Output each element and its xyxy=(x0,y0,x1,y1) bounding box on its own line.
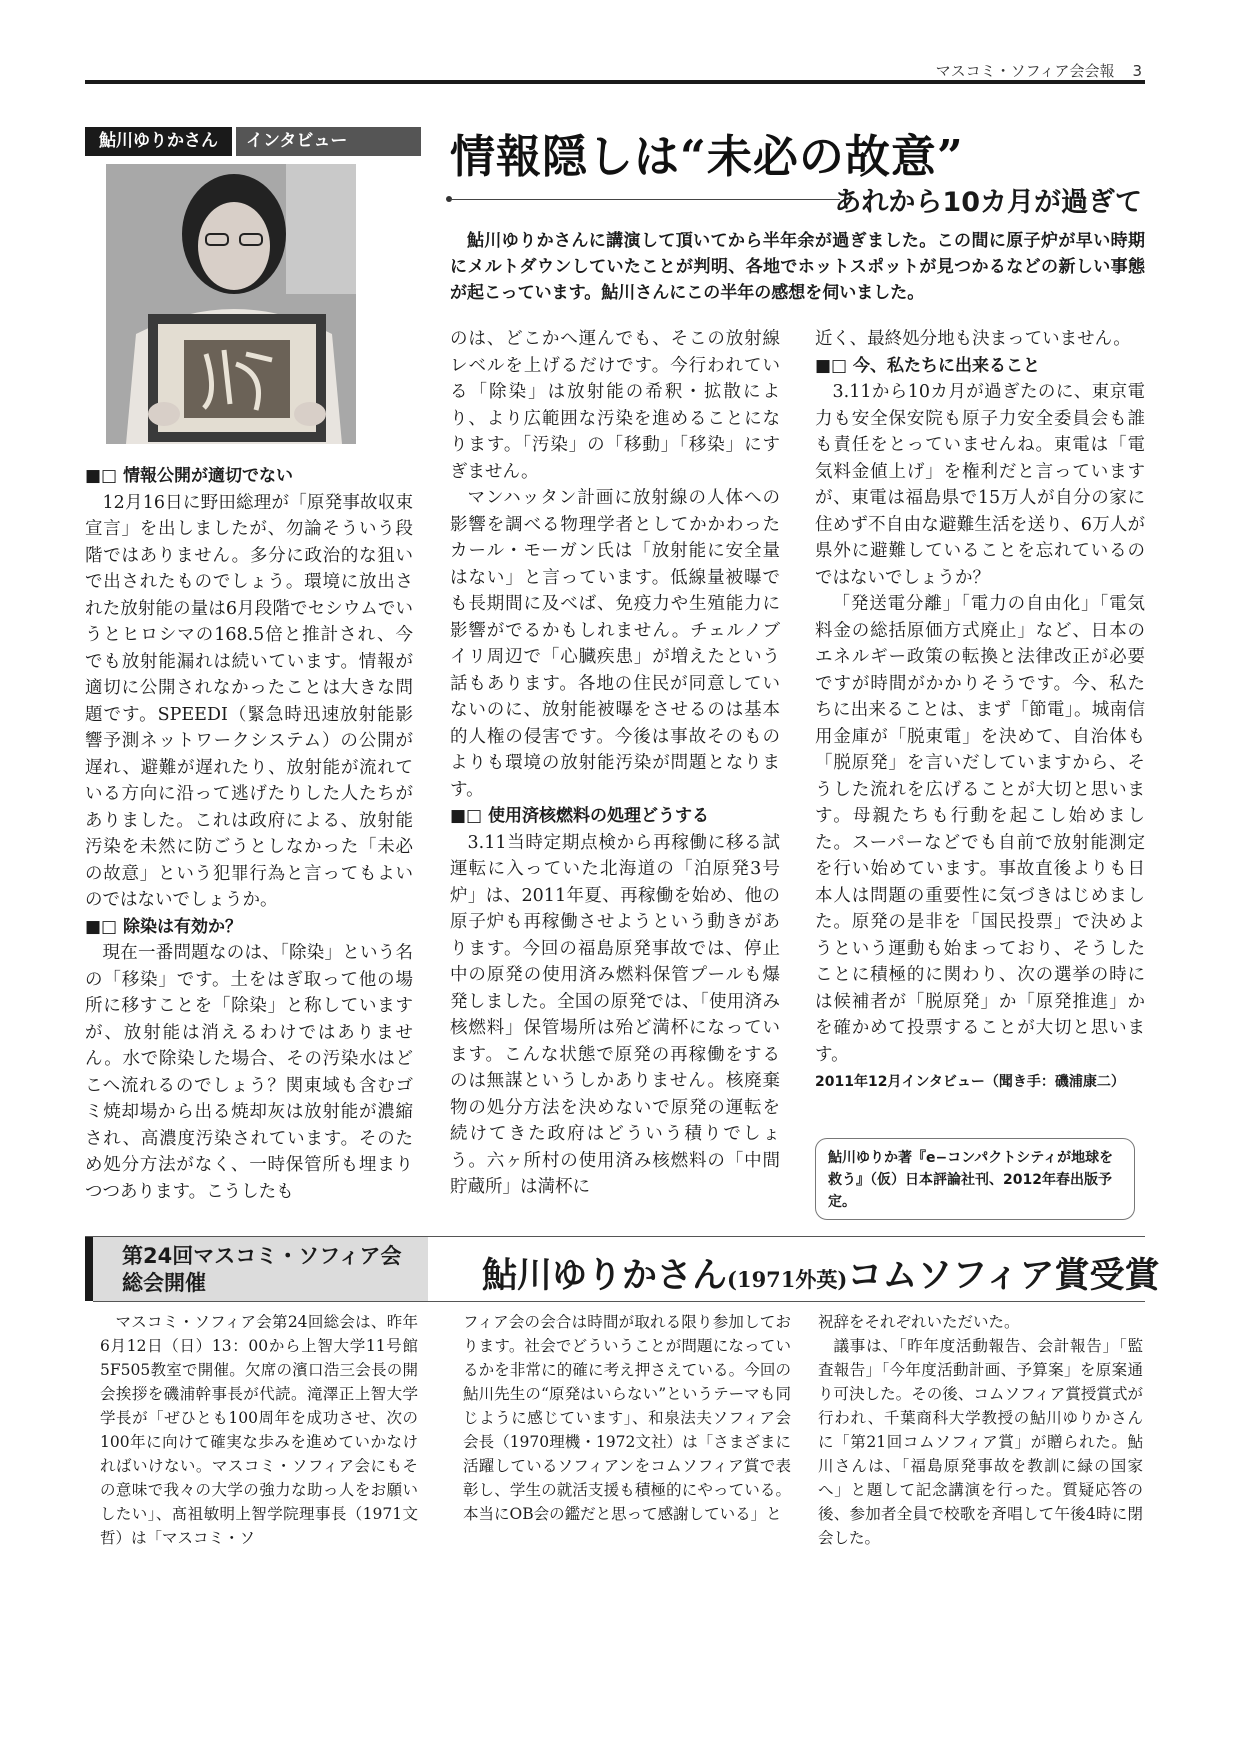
section-heading: ■□ 除染は有効か？ xyxy=(85,916,243,937)
publication-name: マスコミ・ソフィア会会報 xyxy=(935,62,1115,80)
paragraph: のは、どこかへ運んでも、そこの放射線レベルを上げるだけです。今行われている「除染」は放射能の希釈・拡散により、より広範囲な汚染を進めることになります。「汚染」の「移動」「移染」にすぎません。 xyxy=(450,329,780,482)
book-note: 鮎川ゆりか著『e−コンパクトシティが地球を救う』（仮）日本評論社刊、2012年春出版予定。 xyxy=(815,1138,1135,1220)
paragraph: 議事は、「昨年度活動報告、会計報告」「監査報告」「今年度活動計画、予算案」を原案通り可決した。その後、コムソフィア賞授賞式が行われ、千葉商科大学教授の鮎川ゆりかさんに「第21回コムソフィア賞」が贈られた。鮎川さんは、「福島原発事故を教訓に緑の国家へ」と題して記念講演を行った。質疑応答の後、参加者全員で校歌を斉唱して午後4時に閉会した。 xyxy=(818,1337,1143,1547)
paragraph: フィア会の会合は時間が取れる限り参加しております。社会でどういうことが問題になっているかを非常に的確に考え押さえている。今回の鮎川先生の“原発はいらない”というテーマも同じように感じています」、和泉法夫ソフィア会会長（1970理機・1972文社）は「さまざまに活躍しているソフィアンをコムソフィア賞で表彰し、学生の就活支援も積極的にやっている。本当にOB会の鑑だと思って感謝している」と xyxy=(463,1313,791,1523)
portrait-illustration xyxy=(106,164,356,444)
section-underline xyxy=(93,1301,1145,1302)
section-heading: ■□ 今、私たちに出来ること xyxy=(815,355,1041,376)
interview-credit: 2011年12月インタビュー（聞き手：磯浦康二） xyxy=(815,1074,1125,1090)
section-heading: 第24回マスコミ・ソフィア会総会開催 xyxy=(122,1244,402,1295)
award-label: コムソフィア賞受賞 xyxy=(847,1255,1160,1296)
banner-tag: インタビュー xyxy=(236,127,421,156)
award-title xyxy=(482,1248,1160,1298)
paragraph: 現在一番問題なのは、「除染」という名の「移染」です。土をはぎ取って他の場所に移すことを「除染」と称していますが、放射能は消えるわけではありません。水で除染した場合、その汚染水はどこへ流れるのでしょう？関東域も含むゴミ焼却場から出る焼却灰は放射能が濃縮され、高濃度汚染されています。そのため処分方法がなく、一時保管所も埋まりつつあります。こうしたも xyxy=(85,943,413,1202)
section-marker xyxy=(85,1237,93,1301)
report-column-3 xyxy=(818,1310,1143,1550)
award-class: (1971外英) xyxy=(727,1267,848,1292)
paragraph: 3.11から10カ月が過ぎたのに、東京電力も安全保安院も原子力安全委員会も誰も責任をとっていませんね。東電は「電気料金値上げ」を権利だと言っていますが、東電は福島県で15万人が自分の家に住めず不自由な避難生活を送り、6万人が県外に避難していることを忘れているのではないでしょうか？ xyxy=(815,382,1145,588)
header-rule xyxy=(85,80,1145,84)
award-name: 鮎川ゆりかさん xyxy=(482,1255,728,1296)
paragraph: 3.11当時定期点検から再稼働に移る試運転に入っていた北海道の「泊原発3号炉」は、2011年夏、再稼働を始め、他の原子炉も再稼働させようという動きがあります。今回の福島原発事故では、停止中の原発の使用済み燃料保管プールも爆発しました。全国の原発では、「使用済み核燃料」保管場所は殆ど満杯になっています。こんな状態で原発の再稼働をするのは無謀というしかありません。核廃棄物の処分方法を決めないで原発の運転を続けてきた政府はどういう積りでしょう。六ヶ所村の使用済み核燃料の「中間貯蔵所」は満杯に xyxy=(450,832,780,1197)
article-column-2 xyxy=(450,326,780,1201)
article-subtitle: あれから10カ月が過ぎて xyxy=(834,187,1142,218)
paragraph: 「発送電分離」「電力の自由化」「電気料金の総括原価方式廃止」など、日本のエネルギー政策の転換と法律改正が必要ですが時間がかかりそうです。今、私たちに出来ることは、まず「節電」。城南信用金庫が「脱東電」を決めて、自治体も「脱原発」を言いだしていますから、そうした流れを広げることが大切と思います。母親たちも行動を起こし始めました。スーパーなどでも自前で放射能測定を行い始めています。事故直後よりも日本人は問題の重要性に気づきはじめました。原発の是非を「国民投票」で決めようという運動も始まっており、そうしたことに積極的に関わり、次の選挙の時には候補者が「脱原発」か「原発推進」かを確かめて投票することが大切と思います。 xyxy=(815,594,1145,1065)
interview-banner xyxy=(85,127,421,156)
article-lead: 鮎川ゆりかさんに講演して頂いてから半年余が過ぎました。この間に原子炉が早い時期にメルトダウンしていたことが判明、各地でホットスポットが見つかるなどの新しい事態が起こっています。鮎川さんにこの半年の感想を伺いました。 xyxy=(450,231,1145,303)
page-number: 3 xyxy=(1132,62,1142,80)
report-column-1 xyxy=(100,1310,418,1550)
article-title: 情報隠しは“未必の故意” xyxy=(450,130,964,183)
paragraph: 祝辞をそれぞれいただいた。 xyxy=(818,1313,1020,1331)
paragraph: マンハッタン計画に放射線の人体への影響を調べる物理学者としてかかわったカール・モーガン氏は「放射能に安全量はない」と言っています。低線量被曝でも長期間に及べば、免疫力や生殖能力に影響がでるかもしれません。チェルノブイリ周辺で「心臓疾患」が増えたという話もあります。各地の住民が同意していないのに、放射能被曝をさせるのは基本的人権の侵害です。今後は事故そのものよりも環境の放射能汚染が問題となります。 xyxy=(450,488,780,800)
section-heading: ■□ 使用済核燃料の処理どうする xyxy=(450,806,710,826)
subtitle-rule xyxy=(450,199,840,200)
section-heading: ■□ 情報公開が適切でない xyxy=(85,466,294,486)
report-column-2 xyxy=(463,1310,791,1526)
portrait-photo xyxy=(106,164,356,444)
article-column-1 xyxy=(85,463,413,1205)
paragraph: 12月16日に野田総理が「原発事故収束宣言」を出しましたが、勿論そういう段階ではありません。多分に政治的な狙いで出されたものでしょう。環境に放出された放射能の量は6月段階でセシウムでいうとヒロシマの168.5倍と推計され、今でも放射能漏れは続いています。情報が適切に公開されなかったことは大きな問題です。SPEEDI（緊急時迅速放射能影響予測ネットワークシステム）の公開が遅れ、避難が遅れたり、放射能が流れている方向に沿って逃げたりした人たちがありました。これは政府による、放射能汚染を未然に防ごうとしなかった「未必の故意」という犯罪行為と言ってもよいのではないでしょうか。 xyxy=(85,492,413,910)
paragraph: マスコミ・ソフィア会第24回総会は、昨年6月12日（日）13：00から上智大学11号館5F505教室で開催。欠席の濱口浩三会長の開会挨拶を磯浦幹事長が代読。滝澤正上智大学学長が「ぜひとも100周年を成功させ、次の100年に向けて確実な歩みを進めていかなければいけない。マスコミ・ソフィア会にもその意味で我々の大学の強力な助っ人をお願いしたい」、髙祖敏明上智学院理事長（1971文哲）は「マスコミ・ソ xyxy=(100,1313,418,1547)
article-column-3 xyxy=(815,326,1145,1094)
page-header xyxy=(936,60,1142,81)
paragraph: 近く、最終処分地も決まっていません。 xyxy=(815,329,1131,349)
banner-name: 鮎川ゆりかさん xyxy=(85,127,236,156)
